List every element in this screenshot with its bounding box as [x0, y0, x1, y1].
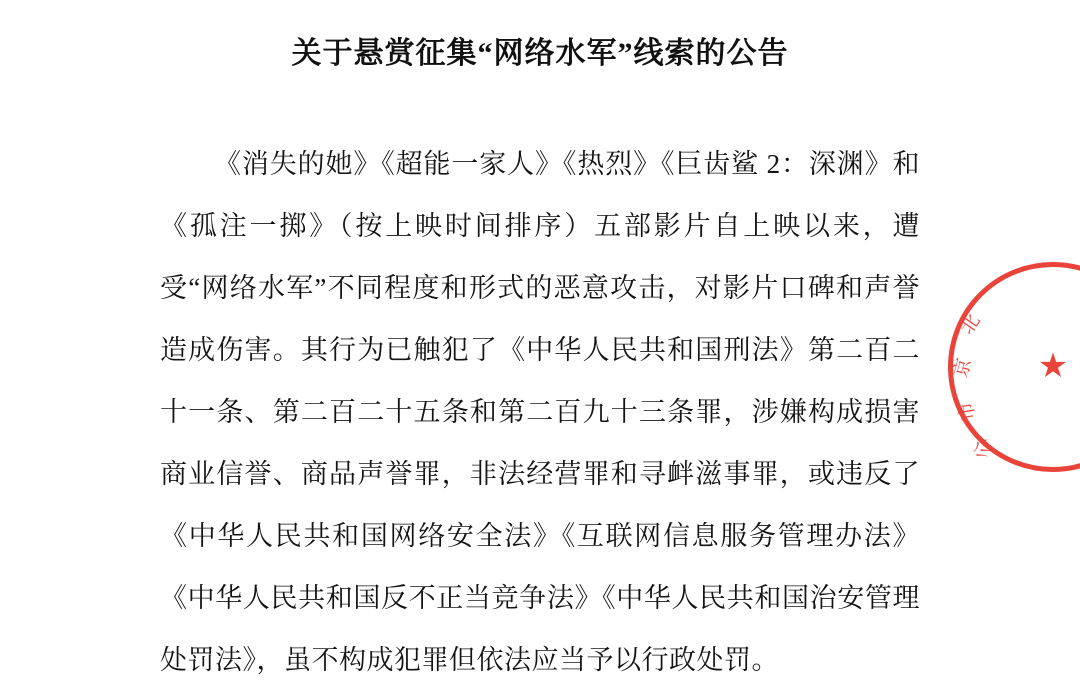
seal-char-2: 京 — [950, 354, 977, 380]
document-body — [0, 73, 1080, 691]
seal-char-4: 公 — [968, 433, 998, 462]
seal-star-icon: ★ — [1037, 348, 1069, 385]
page-title: 关于悬赏征集“网络水军”线索的公告 — [291, 37, 789, 70]
seal-char-1: 北 — [956, 309, 986, 339]
seal-char-3: 市 — [955, 397, 980, 423]
body-paragraph: 《消失的她》《超能一家人》《热烈》《巨齿鲨 2：深渊》和《孤注一掷》（按上映时间排序）五部影片自上映以来，遭受“网络水军”不同程度和形式的恶意攻击，对影片口碑和声誉造成伤害。其行为已触犯了《中华人民共和国刑法》第二百二十一条、第二百二十五条和第二百九十三条罪，涉嫌构成损害商业信誉、商品声誉罪，非法经营罪和寻衅滋事罪，或违反了《中华人民共和国网络安全法》《互联网信息服务管理办法》《中华人民共和国反不正当竞争法》《中华人民共和国治安管理处罚法》，虽不构成犯罪但依法应当予以行政处罚。 — [160, 149, 920, 675]
